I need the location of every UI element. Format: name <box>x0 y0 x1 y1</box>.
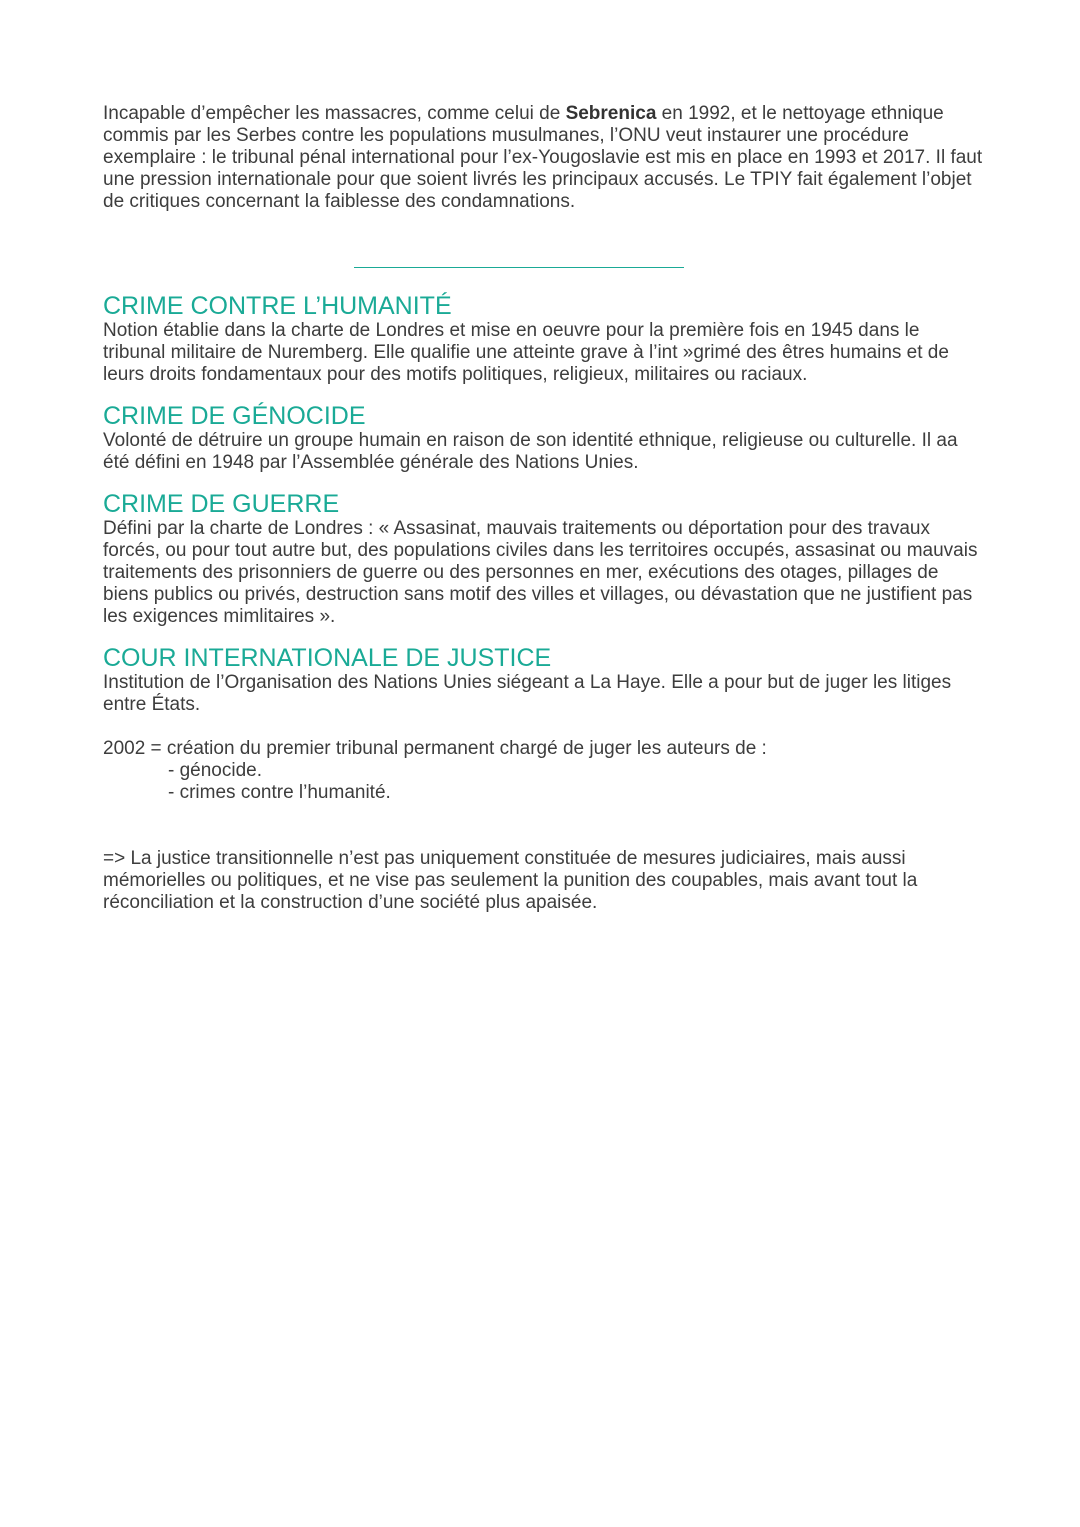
section-heading: CRIME CONTRE L’HUMANITÉ <box>103 292 452 320</box>
section-text: Défini par la charte de Londres : « Assasinat, mauvais traitements ou déportation pour des travaux forcés, ou pour tout autre but, des populations civiles dans les territoires occupés, assasinat ou mauvais traitements des prisonniers de guerre ou des personnes en mer, exécutions des otages, pillages de biens publics ou privés, destruction sans motif des villes et villages, ou dévastation que ne justifient pas les exigences mimlitaires ». <box>103 518 978 627</box>
intro-paragraph <box>103 103 983 213</box>
dates-block <box>103 738 983 804</box>
section-crime-de-guerre <box>103 490 983 628</box>
section-text: Volonté de détruire un groupe humain en raison de son identité ethnique, religieuse ou culturelle. Il aa été défini en 1948 par l’Assemblée générale des Nations Unies. <box>103 430 958 473</box>
document-page <box>103 103 983 914</box>
conclusion-paragraph: => La justice transitionnelle n’est pas uniquement constituée de mesures judiciaires, mais aussi mémorielles ou politiques, et ne vise pas seulement la punition des coupables, mais avant tout la réconciliation et la construction d’une société plus apaisée. <box>103 848 918 913</box>
intro-text-after: en 1992, et le nettoyage ethnique commis par les Serbes contre les populations musulmanes, l’ONU veut instaurer une procédure exemplaire : le tribunal pénal international pour l’ex-Yougoslavie est mis en place en 1993 et 2017. Il faut une pression internationale pour que soient livrés les principaux accusés. Le TPIY fait également l’objet de critiques concernant la faiblesse des condamnations. <box>103 103 983 212</box>
section-crime-de-genocide <box>103 402 983 474</box>
list-item: - crimes contre l’humanité. <box>168 782 391 803</box>
section-heading: CRIME DE GUERRE <box>103 490 340 518</box>
section-text: Institution de l’Organisation des Nations Unies siégeant a La Haye. Elle a pour but de juger les litiges entre États. <box>103 672 952 715</box>
section-divider <box>354 267 684 268</box>
dates-line: 2002 = création du premier tribunal permanent chargé de juger les auteurs de : <box>103 738 767 759</box>
dates-list <box>103 760 983 804</box>
list-item: - génocide. <box>168 760 263 781</box>
intro-bold-term: Sebrenica <box>565 103 657 124</box>
section-heading: COUR INTERNATIONALE DE JUSTICE <box>103 644 552 672</box>
section-heading: CRIME DE GÉNOCIDE <box>103 402 366 430</box>
intro-text-before: Incapable d’empêcher les massacres, comme celui de <box>103 103 566 124</box>
section-text: Notion établie dans la charte de Londres et mise en oeuvre pour la première fois en 1945 dans le tribunal militaire de Nuremberg. Elle qualifie une atteinte grave à l’int »grimé des êtres humains et de leurs droits fondamentaux pour des motifs politiques, religieux, militaires ou raciaux. <box>103 320 949 385</box>
section-crime-contre-humanite <box>103 292 983 386</box>
section-cour-internationale <box>103 644 983 716</box>
